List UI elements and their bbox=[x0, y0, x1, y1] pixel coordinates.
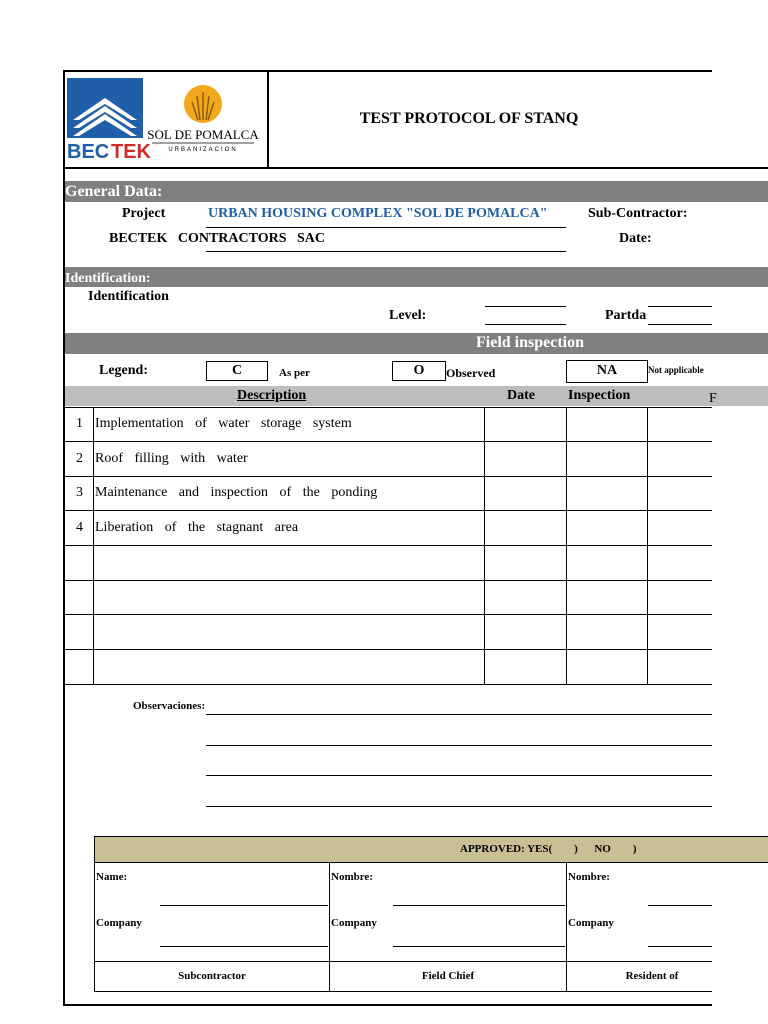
general-data-band: General Data: bbox=[65, 181, 768, 202]
frame-bottom bbox=[63, 1004, 712, 1006]
field-inspection-band bbox=[65, 333, 768, 354]
partda-line-bottom bbox=[648, 324, 712, 325]
table-header-band bbox=[65, 386, 768, 406]
company-line-2 bbox=[393, 946, 565, 947]
row-2-num: 2 bbox=[76, 451, 83, 466]
approval-bottom bbox=[94, 991, 712, 992]
approval-footer-top bbox=[94, 961, 712, 962]
company-line-3 bbox=[648, 946, 712, 947]
field-inspection-title: Field inspection bbox=[476, 334, 585, 351]
frame-top bbox=[63, 70, 712, 72]
svg-text:URBANIZACION: URBANIZACION bbox=[168, 147, 238, 153]
page-title: TEST PROTOCOL OF STANQ bbox=[359, 110, 579, 127]
row-3-num: 3 bbox=[76, 485, 83, 500]
name-line bbox=[160, 905, 328, 906]
partda-line-top bbox=[648, 306, 712, 307]
level-line-bottom bbox=[485, 324, 566, 325]
identification-label: Identification bbox=[88, 289, 169, 304]
nombre-label-2: Nombre: bbox=[568, 871, 610, 883]
svg-text:TEK: TEK bbox=[111, 141, 151, 163]
company-label-3: Company bbox=[568, 917, 614, 929]
date-label: Date: bbox=[619, 231, 652, 246]
legend-na-desc: Not applicable bbox=[648, 365, 704, 375]
col-inspection: Inspection bbox=[568, 388, 631, 403]
legend-c-box: C bbox=[206, 361, 268, 381]
legend-o-box: O bbox=[392, 361, 446, 381]
bectek-logo bbox=[67, 78, 151, 163]
row-4-text: Liberation of the stagnant area bbox=[95, 520, 299, 535]
contractor-underline bbox=[206, 251, 566, 252]
legend-c-desc: As per bbox=[279, 367, 310, 379]
contractor-name: BECTEK CONTRACTORS SAC bbox=[109, 231, 326, 246]
name-label: Name: bbox=[96, 871, 128, 883]
obs-line-2 bbox=[206, 745, 712, 746]
legend-label: Legend: bbox=[99, 363, 148, 378]
row-1-num: 1 bbox=[76, 416, 83, 431]
level-label: Level: bbox=[389, 308, 427, 323]
subcontractor-label: Sub-Contractor: bbox=[588, 206, 688, 221]
partda-label: Partda bbox=[605, 308, 647, 323]
company-label-2: Company bbox=[331, 917, 377, 929]
company-label-1: Company bbox=[96, 917, 142, 929]
sol-de-pomalca-logo bbox=[148, 84, 258, 160]
nombre-line-2 bbox=[648, 905, 712, 906]
col-f: F bbox=[709, 391, 717, 406]
approval-band bbox=[94, 836, 768, 863]
row-4-num: 4 bbox=[76, 520, 83, 535]
project-underline bbox=[206, 227, 566, 228]
project-label: Project bbox=[122, 206, 166, 221]
obs-line-1 bbox=[206, 714, 712, 715]
company-line-1 bbox=[160, 946, 328, 947]
signer-field-chief: Field Chief bbox=[421, 970, 475, 982]
identification-band: Identification: bbox=[65, 267, 768, 287]
legend-na-box: NA bbox=[566, 360, 648, 383]
row-2-text: Roof filling with water bbox=[95, 451, 248, 466]
header-bottom bbox=[63, 167, 768, 169]
approval-text: APPROVED: YES( ) NO ) bbox=[460, 843, 637, 855]
approval-left bbox=[94, 836, 95, 992]
row-3-text: Maintenance and inspection of the ponding bbox=[95, 485, 378, 500]
obs-line-3 bbox=[206, 775, 712, 776]
level-line-top bbox=[485, 306, 566, 307]
legend-o-desc: Observed bbox=[446, 366, 496, 380]
obs-line-4 bbox=[206, 806, 712, 807]
nombre-line-1 bbox=[393, 905, 565, 906]
frame-left bbox=[63, 70, 65, 1006]
signer-subcontractor: Subcontractor bbox=[178, 970, 246, 982]
svg-text:BEC: BEC bbox=[67, 141, 110, 163]
svg-text:SOL DE POMALCA: SOL DE POMALCA bbox=[147, 127, 259, 142]
col-description: Description bbox=[237, 388, 307, 403]
col-date: Date bbox=[507, 388, 535, 403]
row-1-text: Implementation of water storage system bbox=[95, 416, 352, 431]
signer-resident: Resident of bbox=[625, 970, 679, 982]
nombre-label-1: Nombre: bbox=[331, 871, 373, 883]
project-value: URBAN HOUSING COMPLEX "SOL DE POMALCA" bbox=[208, 206, 548, 221]
observations-label: Observaciones: bbox=[133, 700, 206, 712]
